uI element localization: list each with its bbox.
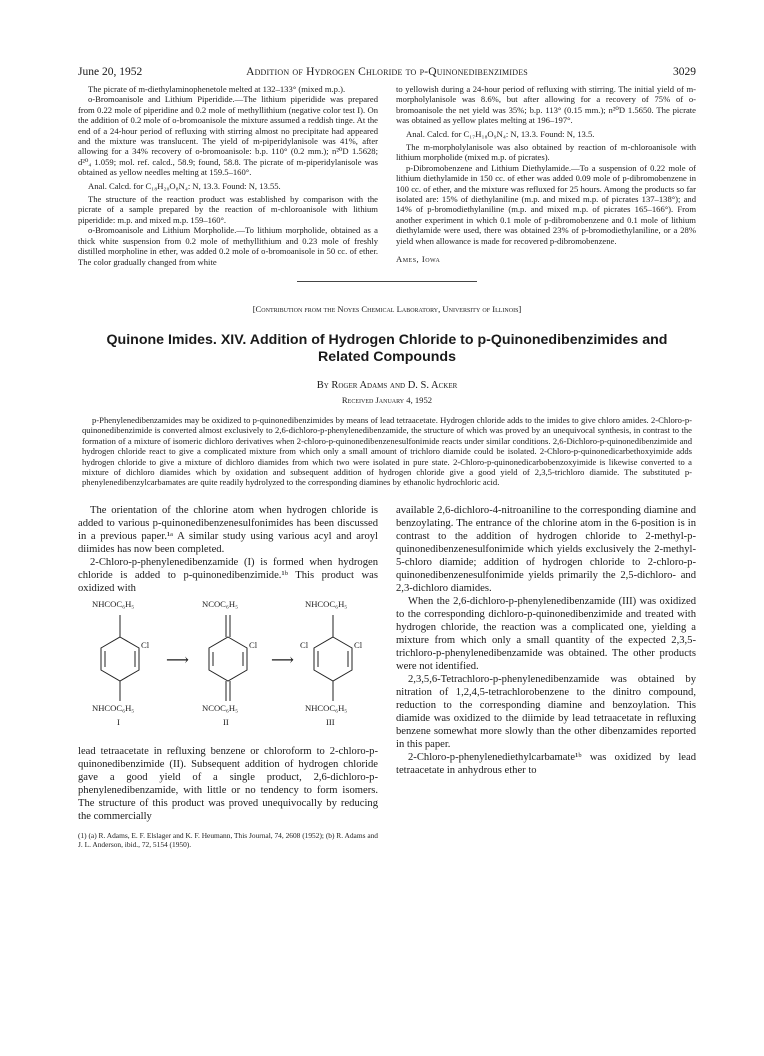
substituent-label: NCOC₆H₅ [202,598,239,609]
body-paragraph: available 2,6-dichloro-4-nitroaniline to the corresponding diamine and benzoylating. The entrance of the chlorine atom in the 6-position is in contrast to the addition of hydrogen chloride to 2-methyl-p-quinonedibenzenesulfonimide which yields exclusively the 2-methyl-5-chloro diamide; addition of hydrogen chloride to 2-chloro-p-quinonedibenzenesulfonimide yields primarily the 2,5-dichloro- and 2,3-dichloro diamides. [396,504,696,594]
article-title: Quinone Imides. XIV. Addition of Hydrogen Chloride to p-Quinonedibenzimides and Related Compounds [106,331,668,365]
substituent-label: NHCOC₆H₅ [305,598,348,609]
body-paragraph: 2-Chloro-p-phenylenediethylcarbamate¹ᵇ was oxidized by lead tetraacetate in anhydrous ether to [396,751,696,776]
prev-paragraph: o-Bromoanisole and Lithium Piperidide.—The lithium piperidide was prepared from 0.22 mole of piperidine and 0.2 mole of methyllithium (negative color test I). On the addition of 0.2 mole of o-bromoanisole the mixture assumed a reddish tinge. At the end of a 24-hour period of refluxing with stirring almost no precipitate had appeared and the mixture was translucent. The yield of m-piperidylanisole was 41%, after allowing for a 34% recovery of o-bromoanisole: b.p. 110° (0.2 mm.); n²⁰D 1.5628; d²⁰₄ 1.059; mol. ref. calcd., 58.9; found, 58.8. The picrate of m-piperidylanisole was obtained as yellow needles melting at 159.5–160°. [78,94,378,178]
structure-i [101,615,139,701]
section-divider [297,281,477,282]
body-paragraph: 2,3,5,6-Tetrachloro-p-phenylenedibenzamide was obtained by nitration of 1,2,4,5-tetrachlorobenzene to the dinitro compound, reduction to the corresponding diamine and benzoylation. This diamide was oxidized to the diimide by lead tetraacetate in refluxing benzene somewhat more slowly than the other dibenzamides reported in this paper. [396,673,696,750]
prev-paragraph: to yellowish during a 24-hour period of refluxing with stirring. The initial yield of m-morpholylanisole was 8.6%, but after allowing for a recovery of 75% of o-bromoanisole the net yield was 35%; b.p. 113° (0.15 mm.); n²⁰D 1.5650. The picrate was obtained as yellow plates melting at 196–197°. [396,84,696,126]
prev-paragraph: The structure of the reaction product was established by comparison with the picrate of a sample prepared by the reaction of m-chloroanisole with lithium piperidide: m.p. and mixed m.p. 159–160°. [78,194,378,225]
byline: By Roger Adams and D. S. Acker [316,379,458,391]
previous-article-right-column [396,84,696,267]
prev-analysis: Anal. Calcd. for C₁₈H₂₀O₈N₄: N, 13.3. Found: N, 13.55. [88,180,281,191]
body-paragraph: When the 2,6-dichloro-p-phenylenedibenzamide (III) was oxidized to the corresponding dichloro-p-quinonedibenzimide and treated with hydrogen chloride, the reaction was a complicated one, yielding a mixture from which only a small quantity of the expected 2,3,5-trichloro-p-phenylenedibenzamide was obtained. The other products were not identified. [396,595,696,672]
previous-article [78,84,696,267]
compound-number: II [223,716,229,727]
running-title: Addition of Hydrogen Chloride to p-Quinonedibenzimides [246,66,528,78]
header-date: June 20, 1952 [78,66,143,78]
substituent-label: NHCOC₆H₅ [92,598,135,609]
prev-paragraph: The m-morpholylanisole was also obtained by reaction of m-chloroanisole with lithium morpholide (mixed m.p. of picrates). [396,142,696,163]
previous-article-left-column [78,84,378,267]
article-body [78,504,696,849]
body-left-column [78,504,378,849]
reaction-scheme [78,597,378,741]
body-right-column [396,504,696,849]
chloro-label: Cl [300,639,309,650]
author-location: Ames, Iowa [396,254,441,265]
body-paragraph: 2-Chloro-p-phenylenedibenzamide (I) is formed when hydrogen chloride is added to p-quinonedibenzimide.¹ᵇ This product was oxidized with [78,556,378,594]
structure-iii [314,615,352,701]
page-header [78,66,696,84]
compound-number: III [326,716,335,727]
prev-paragraph: o-Bromoanisole and Lithium Morpholide.—To lithium morpholide, obtained as a thick white suspension from 0.2 mole of methyllithium and 0.23 mole of freshly distilled morpholine in ether, was added 0.2 mole of o-bromoanisole in 50 cc. of ether. The color gradually changed from white [78,225,378,267]
journal-page [78,66,696,849]
reaction-arrow: ⟶ [271,651,294,669]
received-date: Received January 4, 1952 [341,394,433,405]
footnote: (1) (a) R. Adams, E. F. Elslager and K. F. Heumann, This Journal, 74, 2608 (1952); (b) R. Adams and J. L. Anderson, ibid., 72, 5154 (1950). [78,830,378,849]
prev-paragraph: The picrate of m-diethylaminophenetole melted at 132–133° (mixed m.p.). [88,84,346,94]
substituent-label: NCOC₆H₅ [202,702,239,713]
prev-paragraph: p-Dibromobenzene and Lithium Diethylamide.—To a suspension of 0.22 mole of lithium diethylamide in 150 cc. of ether was added 0.09 mole of p-dibromobenzene in 100 cc. of ether, and the mixture was refluxed for 25 hours. Among the products so far isolated are: 15% of diethylaniline (m.p. and mixed m.p. of picrates 137–138°); and 14% of p-bromodiethylaniline (m.p. and mixed m.p. of picrates 165–166°). From another experiment in which 0.1 mole of p-dibromobenzene and 0.1 mole of lithium diethylamide were used, there was obtained 23% of p-bromodiethylaniline, or a 28% yield when allowance is made for recovered p-dibromobenzene. [396,162,696,246]
body-paragraph: The orientation of the chlorine atom when hydrogen chloride is added to various p-quinonedibenzenesulfonimides has been discussed in a previous paper.¹ᵃ A similar study using various acyl and aroyl diimides has now been completed. [78,504,378,555]
reaction-arrow: ⟶ [166,651,189,669]
structure-ii [209,615,247,701]
substituent-label: NHCOC₆H₅ [305,702,348,713]
prev-analysis: Anal. Calcd. for C₁₇H₁₈O₉N₄: N, 13.3. Found: N, 13.5. [406,128,595,139]
chloro-label: Cl [141,639,150,650]
chloro-label: Cl [354,639,363,650]
page-number: 3029 [673,66,696,78]
abstract: p-Phenylenedibenzamides may be oxidized to p-quinonedibenzimides by means of lead tetraacetate. Hydrogen chloride adds to the imides to give chloro amides. 2-Chloro-p-quinonedibenzimide is converted almost exclusively to 2,6-dichloro-p-phenylenedibenzamide, the structure of which was proved by an unequivocal synthesis, in contrast to the formation of a mixture of isomeric dichloro derivatives when 2-chloro-p-quinonedibenzenesulfonimide reacts under similar conditions. 2,6-Dichloro-p-quinonedibenzimide and hydrogen chloride react to give a complicated mixture from which only a small amount of trichloro diamide could be isolated. 2-Chloro-p-quinonedicarbethoxyimide adds hydrogen chloride to give a mixture of dichloro diamides from which two were isolated in pure state. 2-Chloro-p-quinonedicarbobenzoxyimide is likewise converted to a mixture of dichloro diamides which by oxidation and subsequent addition of hydrogen chloride give a good yield of 2,3,5-trichloro diamide. The substituted p-phenylenedibenzylcarbamates are quite readily hydrolyzed to the corresponding diamines by ethanolic hydrochloric acid. [82,414,692,488]
body-paragraph: lead tetraacetate in refluxing benzene or chloroform to 2-chloro-p-quinonedibenzimide (II). Subsequent addition of hydrogen chloride gave a good yield of a single product, 2,6-dichloro-p-phenylenedibenzamide, with little or no tendency to form isomers. The structure of this product was proved unequivocally by reducing the commercially [78,745,378,822]
contribution-line: [Contribution from the Noyes Chemical Laboratory, University of Illinois] [252,303,522,314]
substituent-label: NHCOC₆H₅ [92,702,135,713]
compound-number: I [117,716,120,727]
chloro-label: Cl [249,639,258,650]
